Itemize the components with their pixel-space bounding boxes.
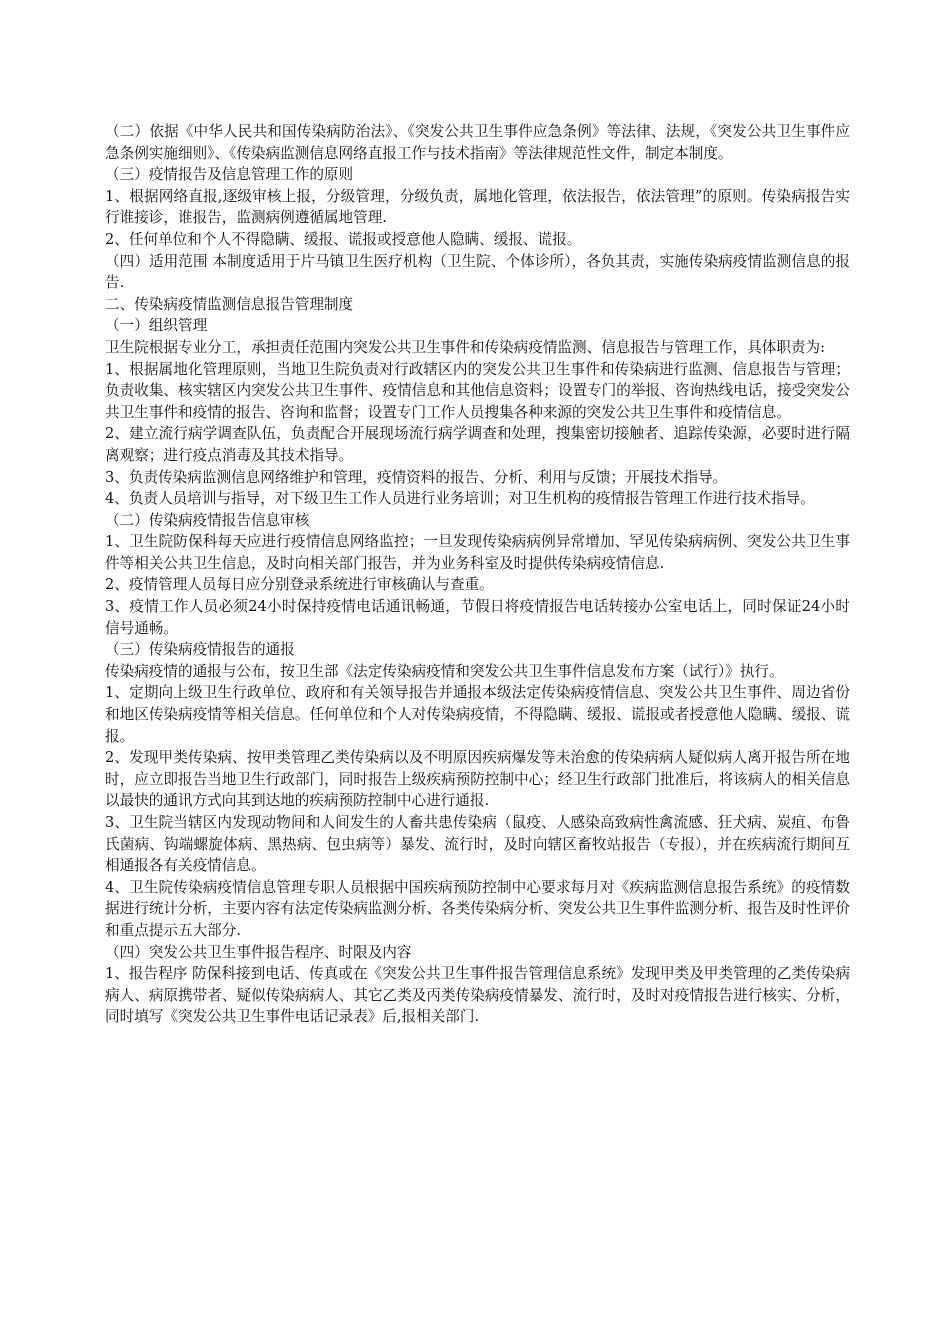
- heading-section-2: 二、传染病疫情监测信息报告管理制度: [105, 295, 354, 313]
- paragraph-review-3: 3、疫情工作人员必须24小时保持疫情电话通讯畅通，节假日将疫情报告电话转接办公室电话上，同时保证24小时信号通畅。: [105, 598, 850, 637]
- paragraph-scope: （四）适用范围 本制度适用于片马镇卫生医疗机构（卫生院、个体诊所），各负其责，实施传染病疫情监测信息的报告.: [105, 252, 850, 292]
- paragraph-review-2: 2、疫情管理人员每日应分别登录系统进行审核确认与查重。: [105, 576, 494, 594]
- paragraph-legal-basis: （二）依据《中华人民共和国传染病防治法》、《突发公共卫生事件应急条例》等法律、法规，《突发公共卫生事件应急条例实施细则》、《传染病监测信息网络直报工作与技术指南》等法律规范性文件，制定本制度。: [105, 123, 850, 162]
- paragraph-principle-1: 1、根据网络直报,逐级审核上报，分级管理，分级负责，属地化管理，依法报告，依法管理”的原则。传染病报告实行谁接诊，谁报告，监测病例遵循属地管理.: [105, 187, 850, 227]
- heading-notification: （三）传染病疫情报告的通报: [105, 641, 295, 659]
- paragraph-principle-2: 2、任何单位和个人不得隐瞒、缓报、谎报或授意他人隐瞒、缓报、谎报。: [105, 230, 582, 248]
- paragraph-duties-intro: 卫生院根据专业分工，承担责任范围内突发公共卫生事件和传染病疫情监测、信息报告与管理工作，具体职责为:: [105, 338, 826, 356]
- paragraph-duty-4: 4、负责人员培训与指导，对下级卫生工作人员进行业务培训；对卫生机构的疫情报告管理工作进行技术指导。: [105, 490, 815, 508]
- paragraph-notification-4: 4、卫生院传染病疫情信息管理专职人员根据中国疾病预防控制中心要求每月对《疾病监测信息报告系统》的疫情数据进行统计分析，主要内容有法定传染病监测分析、各类传染病分析、突发公共卫生事件监测分析、报告及时性评价和重点提示五大部分.: [105, 878, 850, 939]
- paragraph-notification-2: 2、发现甲类传染病、按甲类管理乙类传染病以及不明原因疾病爆发等未治愈的传染病病人疑似病人离开报告所在地时，应立即报告当地卫生行政部门，同时报告上级疾病预防控制中心；经卫生行政部门批准后，将该病人的相关信息以最快的通讯方式向其到达地的疾病预防控制中心进行通报.: [105, 749, 850, 810]
- paragraph-duty-3: 3、负责传染病监测信息网络维护和管理，疫情资料的报告、分析、利用与反馈；开展技术指导。: [105, 468, 728, 486]
- heading-reporting-principles: （三）疫情报告及信息管理工作的原则: [105, 166, 354, 184]
- paragraph-notification-3: 3、卫生院当辖区内发现动物间和人间发生的人畜共患传染病（鼠疫、人感染高致病性禽流感、狂犬病、炭疽、布鲁氏菌病、钩端螺旋体病、黑热病、包虫病等）暴发、流行时，及时向辖区畜牧站报告（专报），并在疾病流行期间互相通报各有关疫情信息。: [105, 814, 850, 875]
- paragraph-procedure-1: 1、报告程序 防保科接到电话、传真或在《突发公共卫生事件报告管理信息系统》发现甲类及甲类管理的乙类传染病病人、病原携带者、疑似传染病病人、其它乙类及丙类传染病疫情暴发、流行时，及时对疫情报告进行核实、分析，同时填写《突发公共卫生事件电话记录表》后,报相关部门.: [105, 965, 850, 1026]
- paragraph-duty-1: 1、根据属地化管理原则，当地卫生院负责对行政辖区内的突发公共卫生事件和传染病进行监测、信息报告与管理；负责收集、核实辖区内突发公共卫生事件、疫情信息和其他信息资料；设置专门的举报、咨询热线电话，接受突发公共卫生事件和疫情的报告、咨询和监督；设置专门工作人员搜集各种来源的突发公共卫生事件和疫情信息。: [105, 360, 850, 421]
- paragraph-notification-intro: 传染病疫情的通报与公布，按卫生部《法定传染病疫情和突发公共卫生事件信息发布方案（试行）》执行。: [105, 662, 784, 680]
- paragraph-duty-2: 2、建立流行病学调查队伍，负责配合开展现场流行病学调查和处理，搜集密切接触者、追踪传染源，必要时进行隔离观察；进行疫点消毒及其技术指导。: [105, 425, 850, 464]
- paragraph-notification-1: 1、定期向上级卫生行政单位、政府和有关领导报告并通报本级法定传染病疫情信息、突发公共卫生事件、周边省份和地区传染病疫情等相关信息。任何单位和个人对传染病疫情，不得隐瞒、缓报、谎报或者授意他人隐瞒、缓报、谎报。: [105, 684, 850, 745]
- heading-emergency-procedure: （四）突发公共卫生事件报告程序、时限及内容: [105, 943, 412, 961]
- heading-report-review: （二）传染病疫情报告信息审核: [105, 511, 310, 529]
- document-body: [105, 121, 850, 1028]
- heading-organization: （一）组织管理: [105, 317, 208, 335]
- paragraph-review-1: 1、卫生院防保科每天应进行疫情信息网络监控；一旦发现传染病病例异常增加、罕见传染病病例、突发公共卫生事件等相关公共卫生信息，及时向相关部门报告，并为业务科室及时提供传染病疫情信息.: [105, 533, 850, 572]
